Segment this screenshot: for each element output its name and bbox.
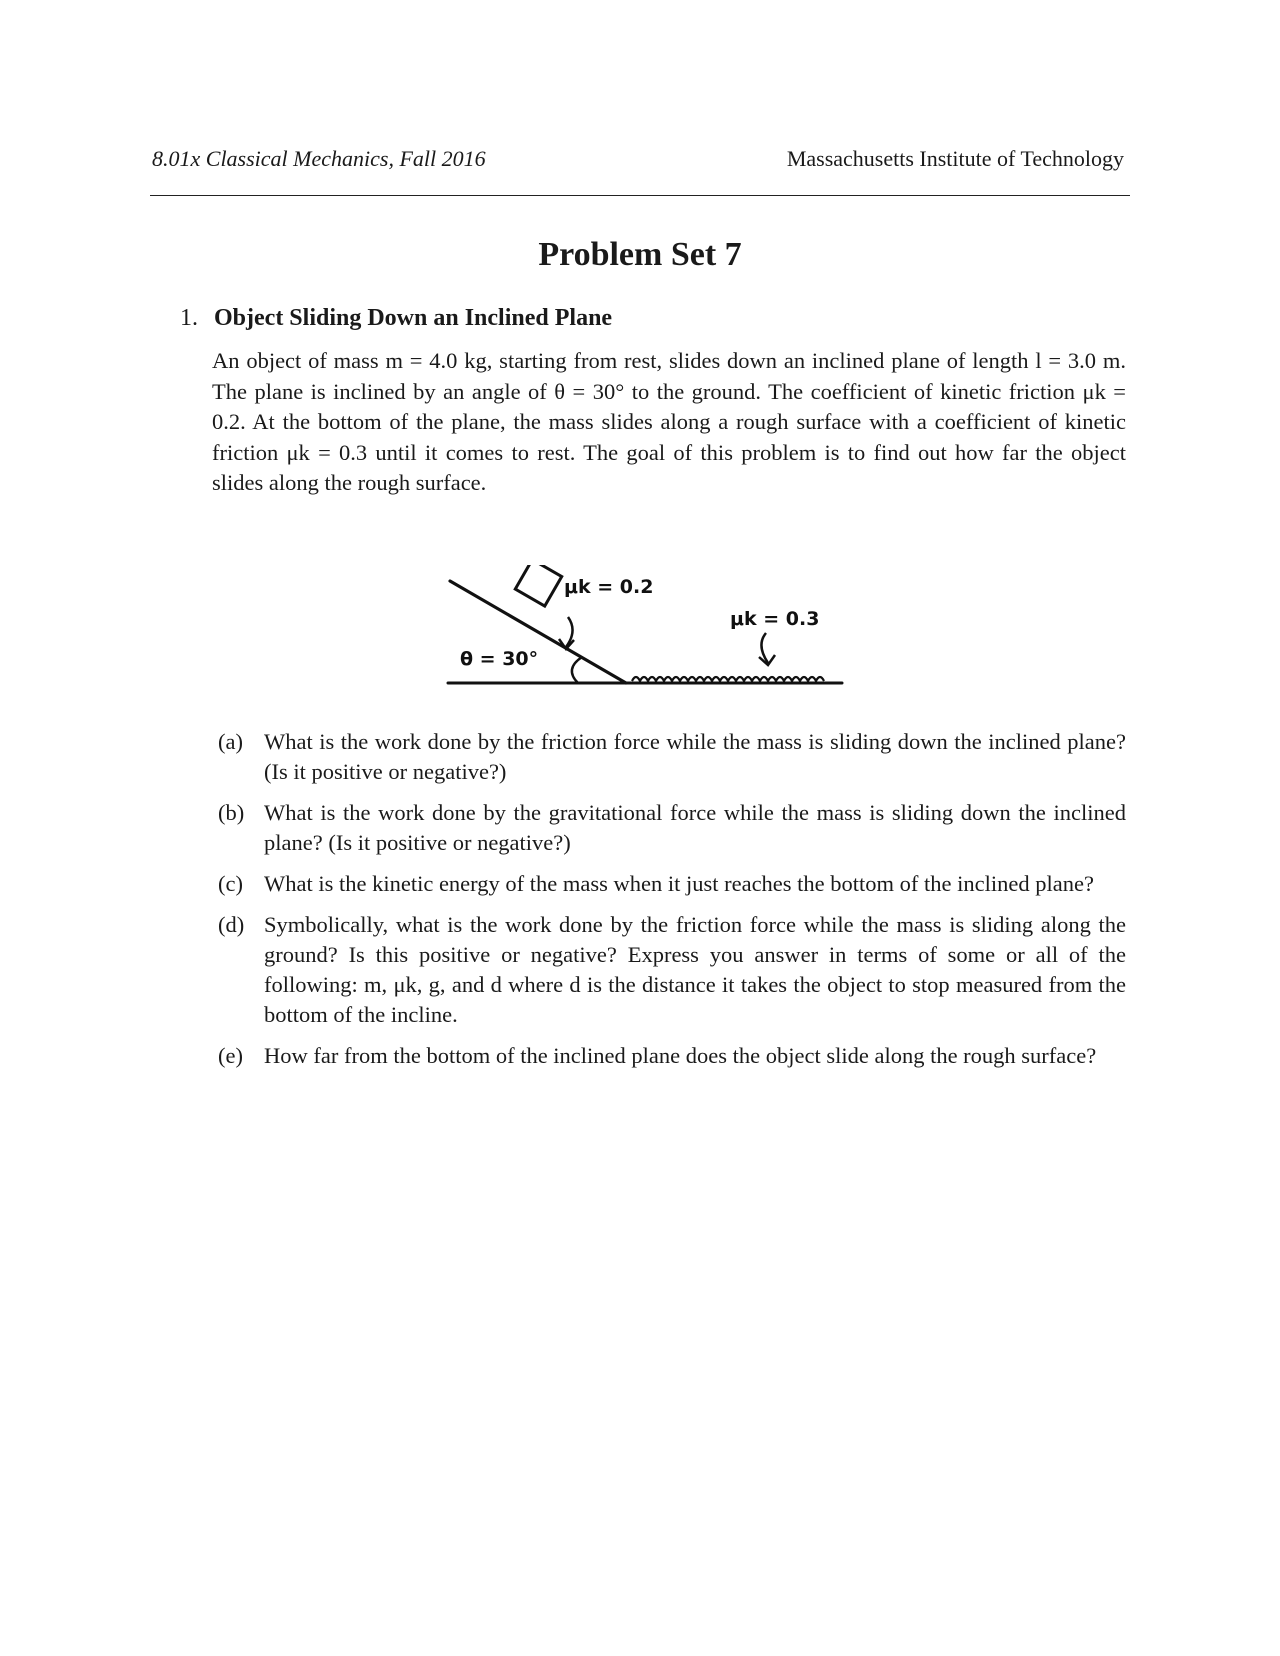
sub-question-label: (e): [218, 1043, 243, 1068]
incline-arrow-head: [559, 639, 574, 649]
sub-questions: [218, 727, 1126, 1082]
sub-question-label: (c): [218, 871, 243, 896]
page-title: Problem Set 7: [538, 236, 742, 273]
header-course: 8.01x Classical Mechanics, Fall 2016: [152, 146, 486, 171]
sub-question: [218, 910, 1126, 1030]
sub-question-label: (d): [218, 912, 245, 937]
sub-question: [218, 798, 1126, 858]
angle-arc: [572, 657, 582, 683]
problem-statement: An object of mass m = 4.0 kg, starting from rest, slides down an inclined plane of length l = 3.0 m. The plane is inclined by an angle of θ = 30° to the ground. The coefficient of kinetic friction μk = 0.2. At the bottom of the plane, the mass slides along a rough surface with a coefficient of kinetic friction μk = 0.3 until it comes to rest. The goal of this problem is to find out how far the object slides along the rough surface.: [212, 348, 1126, 495]
header-divider: [150, 195, 1130, 196]
sub-question-text: What is the work done by the gravitational force while the mass is sliding down the inclined plane? (Is it positive or negative?): [264, 800, 1126, 855]
problem-number: 1.: [180, 305, 198, 331]
ground-friction-label: μk = 0.3: [730, 608, 820, 630]
problem-title: Object Sliding Down an Inclined Plane: [214, 305, 613, 331]
sub-question: [218, 727, 1126, 787]
problem-heading: [180, 305, 612, 332]
header-institution: Massachusetts Institute of Technology: [786, 146, 1124, 171]
sub-question: [218, 869, 1126, 899]
sub-question: [218, 1041, 1126, 1071]
sub-question-text: Symbolically, what is the work done by the friction force while the mass is sliding along the ground? Is this positive or negative? Express you answer in terms of some or all of the following: m, μk, g, and d where d is the distance it takes the object to stop measured from the bottom of the incline.: [264, 912, 1126, 1027]
incline-friction-label: μk = 0.2: [564, 576, 654, 598]
sub-question-text: How far from the bottom of the inclined plane does the object slide along the rough surface?: [264, 1043, 1097, 1068]
sliding-block: [515, 565, 561, 606]
inclined-plane-diagram: [440, 565, 900, 695]
sub-question-text: What is the work done by the friction force while the mass is sliding down the inclined plane? (Is it positive or negative?): [264, 729, 1126, 784]
rough-surface: [632, 677, 824, 681]
sub-question-label: (a): [218, 729, 243, 754]
sub-question-text: What is the kinetic energy of the mass when it just reaches the bottom of the inclined plane?: [264, 871, 1094, 896]
sub-question-label: (b): [218, 800, 245, 825]
angle-label: θ = 30°: [460, 648, 539, 670]
inclined-plane-figure: [440, 565, 900, 695]
